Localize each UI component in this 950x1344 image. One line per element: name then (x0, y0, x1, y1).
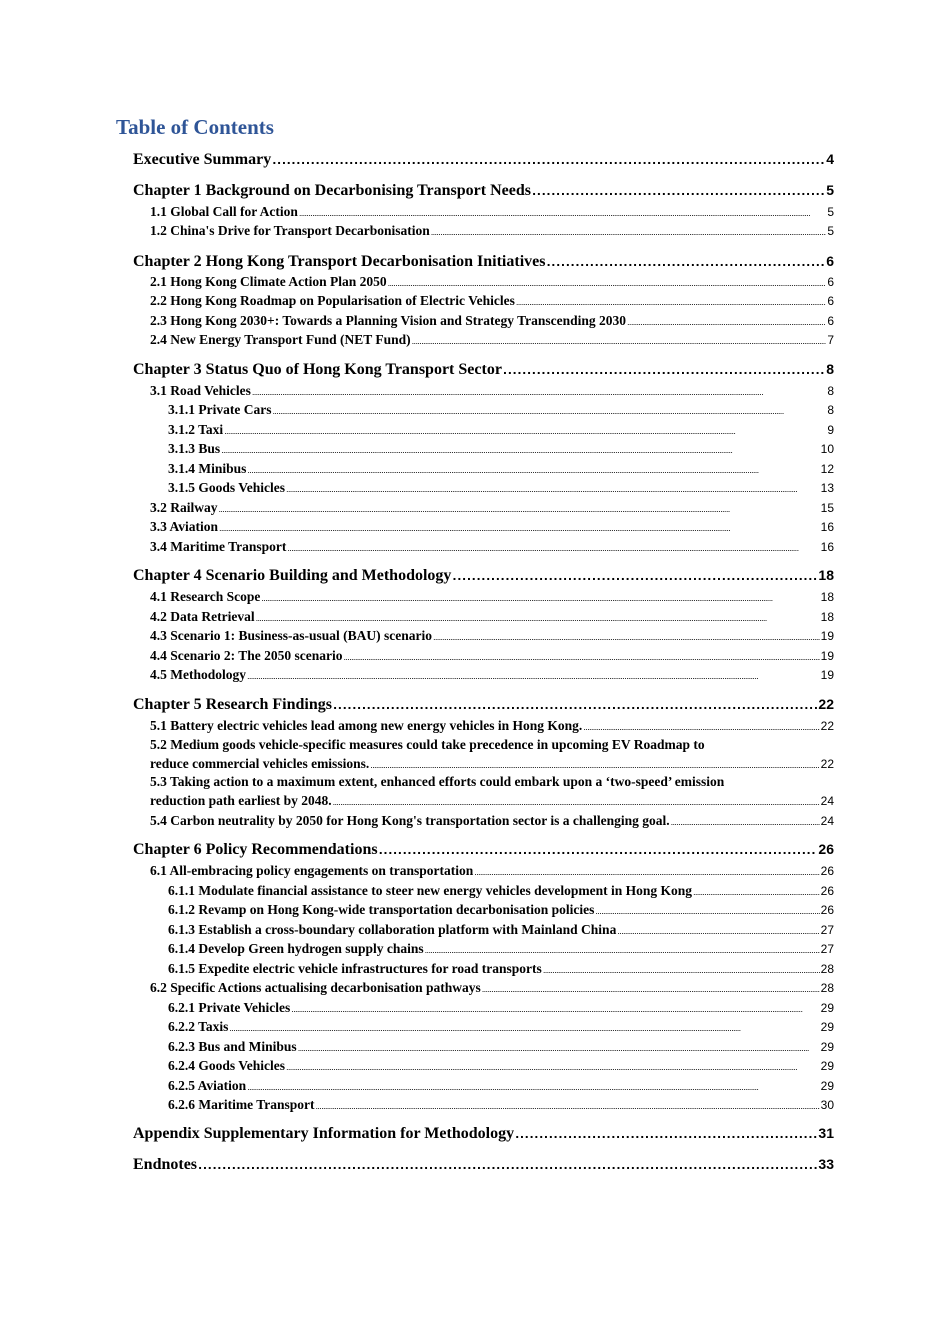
toc-entry-title: Chapter 6 Policy Recommendations (133, 841, 378, 858)
toc-entry-title: Chapter 4 Scenario Building and Methodology (133, 567, 452, 584)
toc-entry[interactable] (150, 718, 834, 734)
toc-entry-title: 6.2.6 Maritime Transport (168, 1097, 315, 1112)
toc-entry-first-line[interactable]: 5.3 Taking action to a maximum extent, enhanced efforts could embark upon a ‘two-speed’ emission (150, 774, 725, 789)
toc-entry[interactable] (150, 793, 834, 809)
toc-page-number: 29 (820, 1040, 834, 1054)
toc-page-number: 6 (826, 253, 834, 269)
toc-entry[interactable] (168, 1000, 834, 1016)
dot-leader (412, 337, 827, 346)
dot-leader (344, 653, 820, 662)
dot-leader (474, 868, 819, 877)
toc-entry-title: reduce commercial vehicles emissions. (150, 756, 370, 771)
toc-entry-title: 3.1.2 Taxi (168, 422, 224, 437)
toc-entry[interactable] (168, 1058, 834, 1074)
dot-leader (272, 154, 825, 167)
toc-entry[interactable] (168, 922, 834, 938)
dot-leader (452, 570, 817, 583)
toc-entry[interactable] (168, 883, 834, 899)
toc-entry-first-line[interactable]: 5.2 Medium goods vehicle-specific measures could take precedence in upcoming EV Roadmap to (150, 737, 705, 752)
toc-entry-title: 4.3 Scenario 1: Business-as-usual (BAU) scenario (150, 628, 433, 643)
toc-entry[interactable] (150, 204, 834, 220)
toc-entry[interactable] (168, 1078, 834, 1094)
toc-page-number: 16 (820, 540, 834, 554)
toc-entry[interactable] (150, 609, 834, 625)
dot-leader (617, 927, 819, 936)
toc-entry-title: 6.1.2 Revamp on Hong Kong-wide transportation decarbonisation policies (168, 902, 595, 917)
toc-entry-title: 5.1 Battery electric vehicles lead among new energy vehicles in Hong Kong. (150, 718, 583, 733)
toc-entry[interactable] (133, 361, 834, 379)
toc-entry-title: 3.1.4 Minibus (168, 461, 247, 476)
toc-page-number: 18 (818, 567, 834, 583)
toc-page-number: 26 (820, 864, 834, 878)
toc-entry[interactable] (168, 461, 834, 477)
toc-page-number: 27 (820, 923, 834, 937)
dot-leader (247, 672, 820, 681)
dot-leader (221, 446, 819, 455)
toc-page-number: 16 (820, 520, 834, 534)
toc-page-number: 5 (826, 182, 834, 198)
dot-leader (198, 1159, 817, 1172)
toc-entry[interactable] (150, 274, 834, 290)
toc-entry-title: Executive Summary (133, 151, 272, 168)
dot-leader (333, 798, 820, 807)
toc-page-number: 18 (820, 590, 834, 604)
toc-entry-title: 2.2 Hong Kong Roadmap on Popularisation of Electric Vehicles (150, 293, 515, 308)
toc-entry-title: 6.1 All-embracing policy engagements on transportation (150, 863, 474, 878)
toc-entry-title: 6.2.4 Goods Vehicles (168, 1058, 286, 1073)
dot-leader (370, 761, 819, 770)
toc-page-number: 6 (827, 314, 834, 328)
toc-entry-title: 3.2 Railway (150, 500, 218, 515)
dot-leader (543, 966, 820, 975)
toc-entry[interactable] (133, 151, 834, 169)
toc-entry-title: 3.1.1 Private Cars (168, 402, 272, 417)
toc-entry[interactable] (133, 567, 834, 585)
toc-entry[interactable] (168, 902, 834, 918)
toc-page-number: 29 (820, 1059, 834, 1073)
toc-page-number: 15 (820, 501, 834, 515)
dot-leader (515, 1128, 817, 1141)
toc-entry[interactable] (168, 941, 834, 957)
dot-leader (272, 407, 826, 416)
toc-page-number: 28 (820, 981, 834, 995)
toc-page-number: 10 (820, 442, 834, 456)
toc-page-number: 7 (827, 333, 834, 347)
toc-entry-title: 6.2.5 Aviation (168, 1078, 247, 1093)
toc-entry[interactable] (150, 383, 834, 399)
dot-leader (286, 485, 820, 494)
dot-leader (286, 1063, 820, 1072)
toc-page-number: 19 (820, 629, 834, 643)
dot-leader (315, 1102, 819, 1111)
toc-title: Table of Contents (116, 115, 274, 139)
toc-page-number: 9 (827, 423, 834, 437)
toc-entry[interactable] (150, 519, 834, 535)
dot-leader (261, 594, 819, 603)
dot-leader (224, 427, 826, 436)
toc-entry[interactable] (150, 756, 834, 772)
dot-leader (256, 614, 820, 623)
toc-page-number: 29 (820, 1001, 834, 1015)
toc-entry-title: 3.4 Maritime Transport (150, 539, 287, 554)
toc-entry-title: Appendix Supplementary Information for Methodology (133, 1125, 515, 1142)
toc-entry-title: 6.1.5 Expedite electric vehicle infrastructures for road transports (168, 961, 542, 976)
dot-leader (229, 1024, 819, 1033)
toc-entry[interactable] (133, 182, 834, 200)
toc-entry-title: 3.1.5 Goods Vehicles (168, 480, 286, 495)
toc-page-number: 31 (818, 1125, 834, 1141)
dot-leader (627, 318, 826, 327)
toc-entry[interactable] (150, 332, 834, 348)
toc-entry[interactable] (168, 1039, 834, 1055)
toc-entry-title: 2.4 New Energy Transport Fund (NET Fund) (150, 332, 411, 347)
toc-page-number: 26 (820, 884, 834, 898)
toc-page-number: 24 (820, 814, 834, 828)
dot-leader (595, 907, 819, 916)
toc-entry-title: 2.1 Hong Kong Climate Action Plan 2050 (150, 274, 387, 289)
toc-entry[interactable] (168, 1019, 834, 1035)
toc-entry-title: 6.1.1 Modulate financial assistance to steer new energy vehicles development in Hong Kong (168, 883, 692, 898)
toc-entry-title: 4.1 Research Scope (150, 589, 261, 604)
toc-page-number: 5 (827, 205, 834, 219)
toc-entry-title: 5.4 Carbon neutrality by 2050 for Hong Kong's transportation sector is a challenging goal. (150, 813, 670, 828)
toc-entry[interactable] (150, 628, 834, 644)
dot-leader (503, 364, 825, 377)
toc-entry[interactable] (150, 223, 834, 239)
dot-leader (291, 1005, 819, 1014)
dot-leader (219, 505, 820, 514)
toc-page-number: 30 (820, 1098, 834, 1112)
toc-entry-title: 6.1.3 Establish a cross-boundary collaboration platform with Mainland China (168, 922, 617, 937)
dot-leader (425, 946, 820, 955)
toc-entry-title: 4.4 Scenario 2: The 2050 scenario (150, 648, 343, 663)
toc-entry[interactable] (150, 313, 834, 329)
dot-leader (388, 279, 827, 288)
toc-page-number: 19 (820, 668, 834, 682)
dot-leader (379, 844, 818, 857)
toc-page-number: 4 (826, 151, 834, 167)
toc-entry-title: 3.1 Road Vehicles (150, 383, 251, 398)
dot-leader (333, 699, 817, 712)
toc-entry[interactable] (133, 253, 834, 271)
dot-leader (671, 818, 820, 827)
toc-page-number: 29 (820, 1079, 834, 1093)
toc-entry[interactable] (150, 980, 834, 996)
dot-leader (433, 633, 820, 642)
toc-entry[interactable] (168, 441, 834, 457)
toc-entry-title: 4.5 Methodology (150, 667, 246, 682)
toc-entry-title: 6.2.2 Taxis (168, 1019, 229, 1034)
dot-leader (516, 298, 826, 307)
toc-page-number: 12 (820, 462, 834, 476)
toc-entry[interactable] (150, 667, 834, 683)
toc-page-number: 28 (820, 962, 834, 976)
dot-leader (252, 388, 826, 397)
dot-leader (583, 723, 819, 732)
toc-page-number: 8 (826, 361, 834, 377)
toc-entry-title: reduction path earliest by 2048. (150, 793, 332, 808)
dot-leader (546, 256, 825, 269)
toc-entry[interactable] (168, 480, 834, 496)
toc-page-number: 6 (827, 275, 834, 289)
toc-page-number: 19 (820, 649, 834, 663)
dot-leader (482, 985, 820, 994)
dot-leader (287, 544, 819, 553)
toc-entry-title: Chapter 5 Research Findings (133, 696, 332, 713)
toc-page-number: 22 (820, 757, 834, 771)
toc-entry[interactable] (150, 863, 834, 879)
toc-page-number: 22 (820, 719, 834, 733)
toc-entry[interactable] (168, 961, 834, 977)
toc-entry-title: Endnotes (133, 1156, 198, 1173)
dot-leader (219, 524, 820, 533)
toc-entry[interactable] (150, 539, 834, 555)
toc-entry-title: 6.2.3 Bus and Minibus (168, 1039, 297, 1054)
toc-entry[interactable] (168, 1097, 834, 1113)
toc-entry[interactable] (168, 422, 834, 438)
toc-page-number: 18 (820, 610, 834, 624)
toc-entry[interactable] (133, 1156, 834, 1174)
toc-entry-title: 1.2 China's Drive for Transport Decarbonisation (150, 223, 430, 238)
toc-entry-title: 6.1.4 Develop Green hydrogen supply chains (168, 941, 424, 956)
toc-entry[interactable] (150, 293, 834, 309)
toc-page-number: 33 (818, 1156, 834, 1172)
toc-entry-title: Chapter 3 Status Quo of Hong Kong Transport Sector (133, 361, 502, 378)
toc-entry-title: 2.3 Hong Kong 2030+: Towards a Planning Vision and Strategy Transcending 2030 (150, 313, 627, 328)
toc-page-number: 8 (827, 403, 834, 417)
dot-leader (299, 209, 826, 218)
dot-leader (247, 1083, 820, 1092)
toc-page-number: 29 (820, 1020, 834, 1034)
toc-entry[interactable] (150, 648, 834, 664)
toc-page-number: 24 (820, 794, 834, 808)
toc-page-number: 27 (820, 942, 834, 956)
toc-entry[interactable] (150, 500, 834, 516)
toc-entry-title: Chapter 1 Background on Decarbonising Transport Needs (133, 182, 531, 199)
toc-page-number: 8 (827, 384, 834, 398)
toc-page-number: 26 (818, 841, 834, 857)
dot-leader (298, 1044, 820, 1053)
toc-entry[interactable] (150, 813, 834, 829)
toc-entry-title: 1.1 Global Call for Action (150, 204, 298, 219)
toc-page-number: 6 (827, 294, 834, 308)
toc-entry-title: 3.1.3 Bus (168, 441, 221, 456)
dot-leader (247, 466, 819, 475)
dot-leader (532, 185, 825, 198)
toc-entry-title: 3.3 Aviation (150, 519, 219, 534)
toc-entry-title: 6.2 Specific Actions actualising decarbonisation pathways (150, 980, 481, 995)
toc-entry[interactable] (133, 841, 834, 859)
toc-page-number: 26 (820, 903, 834, 917)
toc-entry-title: 6.2.1 Private Vehicles (168, 1000, 291, 1015)
toc-page-number: 13 (820, 481, 834, 495)
toc-entry[interactable] (133, 1125, 834, 1143)
dot-leader (693, 888, 820, 897)
toc-page-number: 5 (827, 224, 834, 238)
toc-entry[interactable] (150, 589, 834, 605)
toc-entry[interactable] (168, 402, 834, 418)
dot-leader (431, 228, 827, 237)
toc-page-number: 22 (818, 696, 834, 712)
toc-entry[interactable] (133, 696, 834, 714)
toc-entry-title: 4.2 Data Retrieval (150, 609, 255, 624)
toc-entry-title: Chapter 2 Hong Kong Transport Decarbonisation Initiatives (133, 253, 546, 270)
